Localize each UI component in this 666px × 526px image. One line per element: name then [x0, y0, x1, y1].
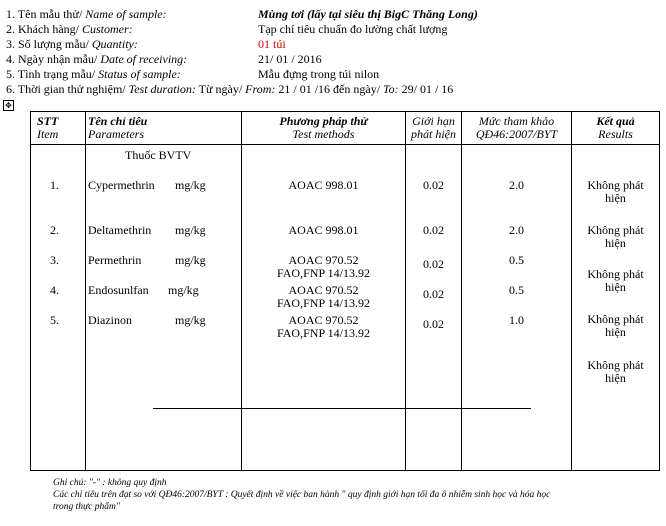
- row-method: [242, 284, 405, 310]
- header-result-en: Results: [598, 127, 633, 141]
- row-method-line1: AOAC 970.52: [288, 283, 359, 297]
- customer-label: 2. Khách hàng/: [6, 22, 79, 36]
- header-stt-label: STT: [37, 114, 59, 128]
- row-name: Permethrin: [88, 253, 142, 267]
- row-limit: 0.02: [423, 257, 444, 271]
- row-method: AOAC 998.01: [288, 178, 359, 192]
- date-value: 21/ 01 / 2016: [258, 52, 322, 66]
- row-method: AOAC 998.01: [288, 223, 359, 237]
- result-cell: [572, 268, 659, 294]
- row-name: Endosunlfan: [88, 283, 149, 297]
- row-reference: 2.0: [509, 223, 524, 237]
- result-line1: Không phát: [587, 267, 644, 281]
- footer-standard-line1: Các chỉ tiêu trên đạt so với QĐ46:2007/BYT : Quyết định về việc ban hành " quy định giới hạn tối đa ô nhiễm sinh học và hóa học: [53, 490, 551, 500]
- duration-to-value: 29/ 01 / 16: [398, 82, 454, 96]
- header-ref-line1: Mức tham khảo: [478, 114, 555, 128]
- result-cell: [572, 313, 659, 339]
- status-label: 5. Tình trạng mẫu/: [6, 67, 96, 81]
- status-value: Mẫu đựng trong túi nilon: [258, 67, 380, 81]
- row-method-line2: FAO,FNP 14/13.92: [276, 296, 371, 310]
- result-line1: Không phát: [587, 178, 644, 192]
- row-unit: mg/kg: [175, 223, 206, 237]
- footer-standard-line2: trong thực phẩm": [53, 502, 120, 512]
- duration-label: 6. Thời gian thử nghiệm/: [6, 82, 126, 96]
- result-line1: Không phát: [587, 312, 644, 326]
- row-limit: 0.02: [423, 317, 444, 331]
- customer-value: Tạp chí tiêu chuẩn đo lường chất lượng: [258, 22, 448, 36]
- customer-label-en: Customer:: [78, 22, 133, 36]
- duration-from-label: Từ ngày/: [195, 82, 243, 96]
- header-divider: [31, 144, 659, 145]
- header-limit-line2: phát hiện: [411, 127, 456, 141]
- row-method: [242, 254, 405, 280]
- row-name: Cypermethrin: [88, 178, 155, 192]
- header-reference: [462, 115, 571, 141]
- header-ref-line2: QĐ46:2007/BYT: [475, 127, 558, 141]
- duration-from-en: From:: [242, 82, 276, 96]
- header-method: [242, 115, 405, 141]
- quantity-label: 3. Số lượng mẫu/: [6, 37, 89, 51]
- header-result-label: Kết quả: [596, 114, 635, 128]
- footer-notes: [53, 477, 653, 513]
- result-line2: hiện: [605, 280, 626, 294]
- sample-name-value: Mùng tơi (lấy tại siêu thị BigC Thăng Long): [258, 7, 478, 21]
- result-cell: [572, 359, 659, 385]
- result-line2: hiện: [605, 191, 626, 205]
- sample-name-label-en: Name of sample:: [82, 7, 167, 21]
- row-stt: 5.: [50, 313, 59, 327]
- row-stt: 2.: [50, 223, 59, 237]
- row-name: Deltamethrin: [88, 223, 152, 237]
- row-method-line2: FAO,FNP 14/13.92: [276, 266, 371, 280]
- inner-divider: [153, 408, 531, 409]
- quantity-label-en: Quantity:: [88, 37, 138, 51]
- row-stt: 1.: [50, 178, 59, 192]
- row-method-line2: FAO,FNP 14/13.92: [276, 326, 371, 340]
- result-line1: Không phát: [587, 223, 644, 237]
- header-stt: [37, 115, 83, 141]
- header-result: [572, 115, 659, 141]
- header-param-en: Parameters: [88, 127, 144, 141]
- footer-note: Ghi chú: "-" : không quy định: [53, 478, 167, 488]
- quantity-value: 01 túi: [258, 37, 286, 51]
- result-line1: Không phát: [587, 358, 644, 372]
- row-reference: 1.0: [509, 313, 524, 327]
- row-reference: 0.5: [509, 283, 524, 297]
- quantity-row: [6, 37, 453, 52]
- row-limit: 0.02: [423, 223, 444, 237]
- status-label-en: Status of sample:: [95, 67, 181, 81]
- header-limit: [406, 115, 461, 141]
- date-row: [6, 52, 453, 67]
- header-limit-line1: Giới hạn: [412, 114, 455, 128]
- sample-name-label: 1. Tên mẫu thử/: [6, 7, 83, 21]
- header-param: [88, 115, 238, 141]
- row-method: [242, 314, 405, 340]
- row-limit: 0.02: [423, 287, 444, 301]
- header-method-en: Test methods: [292, 127, 355, 141]
- row-stt: 4.: [50, 283, 59, 297]
- row-name: Diazinon: [88, 313, 132, 327]
- customer-row: [6, 22, 453, 37]
- row-limit: 0.02: [423, 178, 444, 192]
- duration-row: [6, 82, 453, 97]
- row-stt: 3.: [50, 253, 59, 267]
- row-reference: 2.0: [509, 178, 524, 192]
- table-move-handle-icon[interactable]: ✥: [3, 100, 14, 111]
- result-cell: [572, 179, 659, 205]
- row-reference: 0.5: [509, 253, 524, 267]
- sample-info: [6, 7, 478, 97]
- result-line2: hiện: [605, 325, 626, 339]
- result-line2: hiện: [605, 236, 626, 250]
- header-param-label: Tên chỉ tiêu: [88, 114, 148, 128]
- row-unit: mg/kg: [175, 178, 206, 192]
- row-unit: mg/kg: [168, 283, 199, 297]
- sample-name-row: [6, 7, 478, 22]
- row-unit: mg/kg: [175, 253, 206, 267]
- duration-from-value: 21 / 01 /16 đến ngày/: [275, 82, 381, 96]
- row-method-line1: AOAC 970.52: [288, 253, 359, 267]
- result-line2: hiện: [605, 371, 626, 385]
- duration-label-en: Test duration:: [125, 82, 196, 96]
- group-label: Thuốc BVTV: [125, 148, 192, 162]
- result-cell: [572, 224, 659, 250]
- date-label-en: Date of receiving:: [97, 52, 188, 66]
- row-method-line1: AOAC 970.52: [288, 313, 359, 327]
- header-stt-en: Item: [37, 127, 59, 141]
- results-table: [30, 111, 660, 471]
- header-method-label: Phương pháp thử: [279, 114, 368, 128]
- status-row: [6, 67, 453, 82]
- date-label: 4. Ngày nhận mẫu/: [6, 52, 98, 66]
- col-divider: [85, 112, 86, 470]
- duration-to-en: To:: [380, 82, 399, 96]
- row-unit: mg/kg: [175, 313, 206, 327]
